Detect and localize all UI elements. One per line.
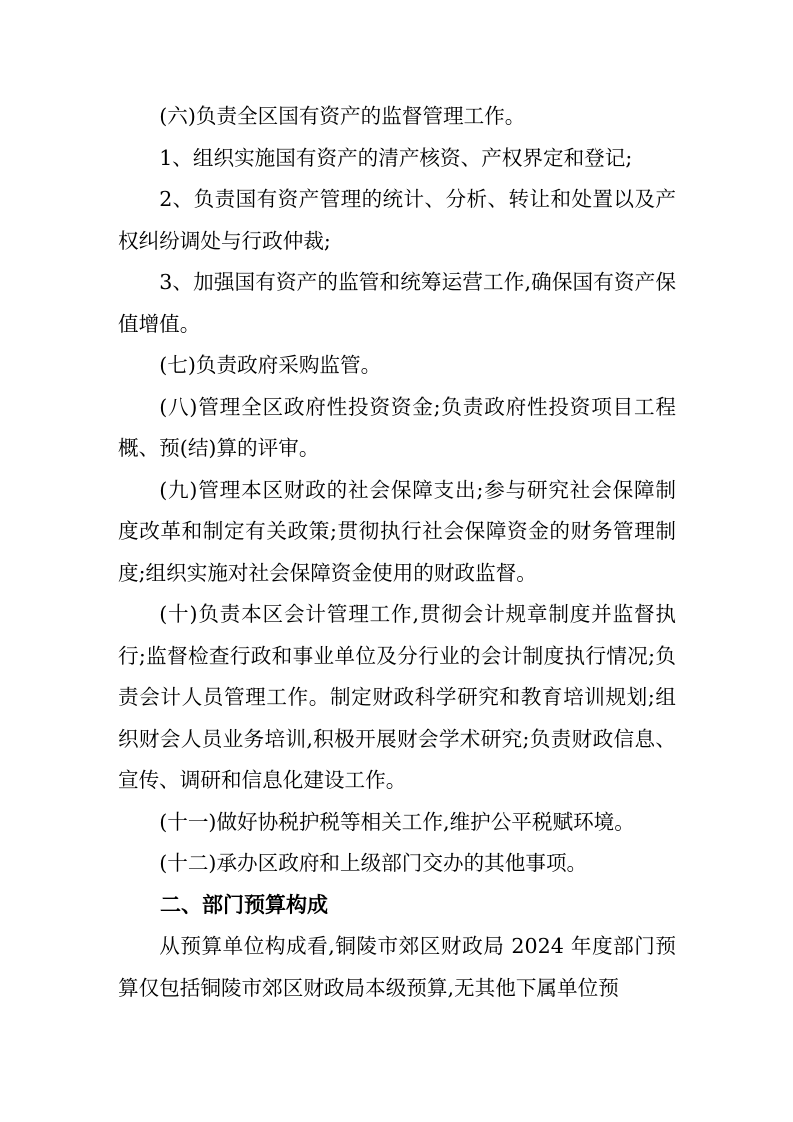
para-duty-ten: (十)负责本区会计管理工作,贯彻会计规章制度并监督执行;监督检查行政和事业单位及分行业的会计制度执行情况;负责会计人员管理工作。制定财政科学研究和教育培训规划;组织财会人员业务培训,积极开展财会学术研究;负责财政信息、宣传、调研和信息化建设工作。 [118, 602, 676, 792]
section-heading-budget-composition: 二、部门预算构成 [160, 892, 328, 917]
para-duty-nine: (九)管理本区财政的社会保障支出;参与研究社会保障制度改革和制定有关政策;贯彻执行社会保障资金的财务管理制度;组织实施对社会保障资金使用的财政监督。 [118, 477, 676, 585]
para-duty-eight: (八)管理全区政府性投资资金;负责政府性投资项目工程概、预(结)算的评审。 [118, 394, 676, 460]
para-duty-six-item-3: 3、加强国有资产的监管和统筹运营工作,确保国有资产保值增值。 [118, 270, 676, 336]
para-duty-twelve: (十二)承办区政府和上级部门交办的其他事项。 [159, 851, 588, 875]
para-duty-six-item-1: 1、组织实施国有资产的清产核资、产权界定和登记; [159, 145, 633, 170]
para-duty-six: (六)负责全区国有资产的监督管理工作。 [159, 104, 526, 128]
para-duty-seven: (七)负责政府采购监管。 [159, 353, 382, 377]
para-budget-composition-intro: 从预算单位构成看,铜陵市郊区财政局 2024 年度部门预算仅包括铜陵市郊区财政局本级预算,无其他下属单位预 [118, 934, 676, 1000]
para-duty-six-item-2: 2、负责国有资产管理的统计、分析、转让和处置以及产权纠纷调处与行政仲裁; [118, 187, 676, 253]
document-text-block [118, 96, 676, 1009]
para-duty-eleven: (十一)做好协税护税等相关工作,维护公平税赋环境。 [159, 809, 635, 834]
